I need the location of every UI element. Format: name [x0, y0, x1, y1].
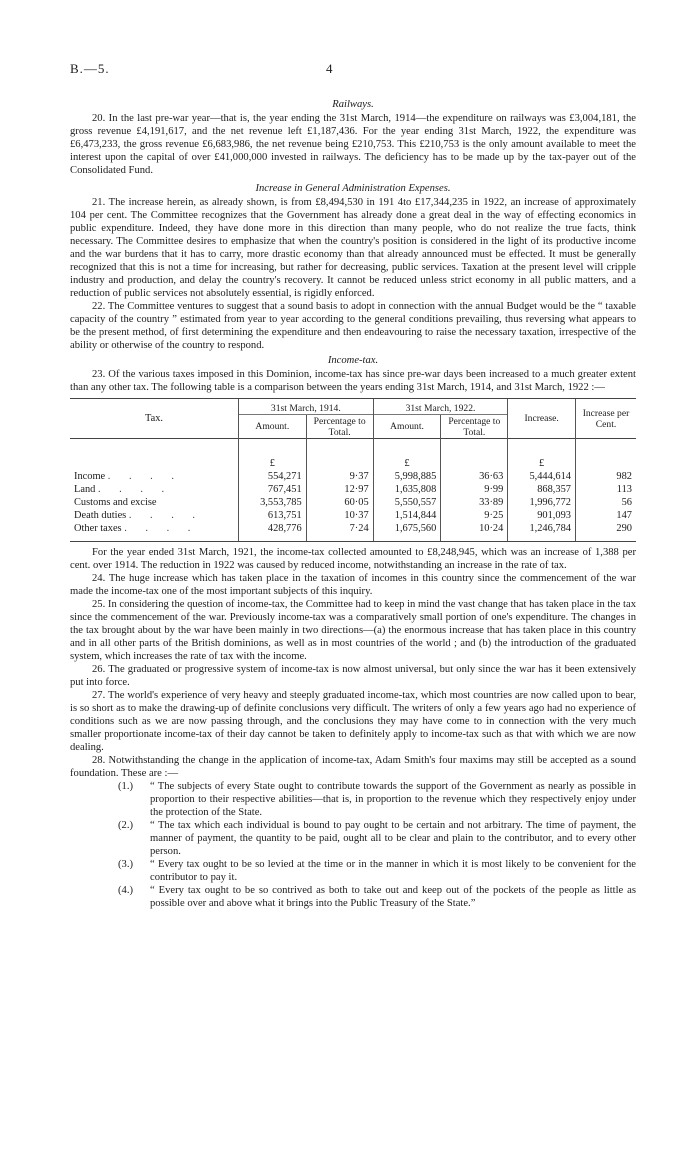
- paragraph-25: 25. In considering the question of income-tax, the Committee had to keep in mind the vast change that has taken place in the tax since the commencement of the war. Previously income-tax was a comparatively small portion of one's expenditure. The changes in the tax brought about by the war have been mainly in two directions—(a) the enormous increase that has taken place in this country and in all other parts of the British dominions, as well as in most countries of the world ; and (b) the introduction of the graduated system, which increases the rate of tax with the income.: [70, 599, 636, 662]
- maxim-marker: (3.): [118, 859, 134, 870]
- paragraph-28: 28. Notwithstanding the change in the application of income-tax, Adam Smith's four maxims may still be accepted as a sound foundation. These are :—: [70, 755, 636, 779]
- page-number: 4: [326, 61, 333, 76]
- table-row: [70, 470, 636, 483]
- cell-increase: 868,357: [508, 483, 576, 496]
- maxim-marker: (2.): [118, 820, 134, 831]
- cell-amount-1922: 5,550,557: [373, 496, 441, 509]
- cell-amount-1914: 767,451: [239, 483, 307, 496]
- paragraph-23: 23. Of the various taxes imposed in this Dominion, income-tax has since pre-war days been increased to a much greater extent than any other tax. The following table is a comparison between the years ending 31st March, 1914, and 31st March, 1922 :—: [70, 369, 636, 393]
- table-header-increase: Increase.: [508, 399, 576, 439]
- cell-amount-1922: 1,675,560: [373, 522, 441, 535]
- cell-increase: 1,246,784: [508, 522, 576, 535]
- paragraph-after-table: For the year ended 31st March, 1921, the income-tax collected amounted to £8,248,945, which was an increase of 1,388 per cent. over 1914. The reduction in 1922 was caused by reduced income, notwithstanding an increase in the rate of tax.: [70, 547, 636, 571]
- cell-increase-pct: 56: [576, 496, 637, 509]
- table-row: [70, 483, 636, 496]
- maxim-text: “ Every tax ought to be so contrived as both to take out and keep out of the pockets of the people as little as possible over and above what it brings into the Public Treasury of the State.”: [150, 885, 636, 909]
- paragraph-27: 27. The world's experience of very heavy and steeply graduated income-tax, which most countries are now called upon to bear, is so short as to make the drawing-up of definite conclusions very difficult. The writers of only a few years ago had no experience of conditions such as we are now passing through, and the conclusions they may have come to in connection with the very much smaller proportionate income-tax of their day cannot be taken to definitely apply to income-tax such as that with which we are now dealing.: [70, 690, 636, 753]
- leader-dots: . . . .: [124, 523, 199, 534]
- cell-increase: 901,093: [508, 509, 576, 522]
- table-header-increase-pct: Increase per Cent.: [576, 399, 637, 439]
- cell-amount-1922: 1,635,808: [373, 483, 441, 496]
- document-body: [70, 96, 636, 910]
- cell-amount-1914: 3,553,785: [239, 496, 307, 509]
- maxim-text: “ The subjects of every State ought to contribute towards the support of the Government as nearly as possible in proportion to their respective abilities—that is, in proportion to the revenue which they respectively enjoy under the protection of the State.: [150, 781, 636, 818]
- table-header-percentage-1914: Percentage to Total.: [306, 415, 373, 439]
- table-row: [70, 522, 636, 535]
- leader-dots: . . . .: [128, 510, 204, 521]
- list-item: [70, 858, 636, 884]
- table-header-percentage-1922: Percentage to Total.: [441, 415, 508, 439]
- cell-amount-1914: 428,776: [239, 522, 307, 535]
- paragraph-20: 20. In the last pre-war year—that is, the year ending the 31st March, 1914—the expenditure on railways was £3,004,181, the gross revenue £4,191,617, and the net revenue left £1,187,436. For the year ending 31st March, 1922, the expenditure was £6,473,233, the gross revenue £6,683,986, the net revenue being £210,753. This £210,753 is the only amount available to meet the interest upon the capital of over £41,000,000 invested in railways. The deficiency has to be made up by the tax-payer out of the Consolidated Fund.: [70, 113, 636, 176]
- cell-amount-1914: 613,751: [239, 509, 307, 522]
- table-header-1914: 31st March, 1914.: [239, 399, 374, 415]
- cell-increase-pct: 290: [576, 522, 637, 535]
- table-header-amount-1922: Amount.: [373, 415, 441, 439]
- table-header-1922: 31st March, 1922.: [373, 399, 508, 415]
- row-tax-name: Customs and excise: [74, 497, 157, 508]
- cell-percentage-1922: 33·89: [441, 496, 508, 509]
- cell-percentage-1922: 9·99: [441, 483, 508, 496]
- document-reference: B.—5.: [70, 61, 110, 76]
- cell-percentage-1914: 7·24: [306, 522, 373, 535]
- paragraph-22: 22. The Committee ventures to suggest that a sound basis to adopt in connection with the annual Budget would be the “ taxable capacity of the country ” estimated from year to year according to the general conditions prevailing, thus reversing what appears to be the present method, of first determining the expenditure and then endeavouring to raise the necessary taxation, irrespective of the ability or otherwise of the country to respond.: [70, 301, 636, 351]
- admin-expenses-heading: Increase in General Administration Expenses.: [255, 183, 451, 194]
- adam-smith-maxims: [70, 780, 636, 910]
- cell-percentage-1914: 9·37: [306, 470, 373, 483]
- row-tax-name: Other taxes: [74, 523, 122, 534]
- leader-dots: . . . .: [97, 484, 173, 495]
- cell-percentage-1922: 9·25: [441, 509, 508, 522]
- maxim-marker: (4.): [118, 885, 134, 896]
- cell-increase: 1,996,772: [508, 496, 576, 509]
- table-row: [70, 496, 636, 509]
- row-tax-name: Income: [74, 471, 106, 482]
- cell-percentage-1914: 10·37: [306, 509, 373, 522]
- cell-increase-pct: 982: [576, 470, 637, 483]
- table-header-tax: Tax.: [70, 399, 239, 439]
- cell-percentage-1922: 10·24: [441, 522, 508, 535]
- list-item: [70, 780, 636, 819]
- maxim-marker: (1.): [118, 781, 134, 792]
- row-tax-name: Land: [74, 484, 96, 495]
- cell-amount-1914: 554,271: [239, 470, 307, 483]
- income-tax-comparison-table: [70, 398, 636, 542]
- table-header-amount-1914: Amount.: [239, 415, 307, 439]
- currency-symbol: £: [239, 439, 307, 471]
- income-tax-heading: Income-tax.: [327, 355, 379, 366]
- row-tax-name: Death duties: [74, 510, 127, 521]
- cell-amount-1922: 5,998,885: [373, 470, 441, 483]
- cell-increase-pct: 147: [576, 509, 637, 522]
- maxim-text: “ The tax which each individual is bound to pay ought to be certain and not arbitrary. The time of payment, the manner of payment, the quantity to be paid, ought all to be clear and plain to the contributor, and to every other person.: [150, 820, 636, 857]
- paragraph-26: 26. The graduated or progressive system of income-tax is now almost universal, but only since the war has it been extensively put into force.: [70, 664, 636, 688]
- list-item: [70, 819, 636, 858]
- leader-dots: . . . .: [107, 471, 182, 482]
- currency-symbol: £: [373, 439, 441, 471]
- cell-percentage-1914: 12·97: [306, 483, 373, 496]
- list-item: [70, 884, 636, 910]
- cell-increase-pct: 113: [576, 483, 637, 496]
- currency-symbol: £: [508, 439, 576, 471]
- paragraph-24: 24. The huge increase which has taken place in the taxation of incomes in this country since the commencement of the war made the income-tax one of the most important subjects of this inquiry.: [70, 573, 636, 597]
- table-row: [70, 509, 636, 522]
- cell-increase: 5,444,614: [508, 470, 576, 483]
- paragraph-21: 21. The increase herein, as already shown, is from £8,494,530 in 191 4to £17,344,235 in 1922, an increase of approximately 104 per cent. The Committee recognizes that the Government has already done a great deal in the way of effecting economics in public expenditure. Indeed, they have done more in this direction than many people, who do not realize the true facts, think necessary. The Committee desires to emphasize that when the country's position is considered in the light of its productive income and the war burdens that it has to carry, more drastic economy than that already announced must be effected. It must be generally recognized that this is not a time for increasing, but rather for decreasing, public services. Taxation at the present level will cripple industry and production, and delay the country's recovery. It cannot be reduced unless strict economy in all public matters, and a reduction of public services not absolutely essential, is rigidly enforced.: [70, 197, 636, 299]
- page-header: [70, 62, 636, 78]
- cell-percentage-1922: 36·63: [441, 470, 508, 483]
- railways-heading: Railways.: [332, 99, 374, 110]
- cell-amount-1922: 1,514,844: [373, 509, 441, 522]
- maxim-text: “ Every tax ought to be so levied at the time or in the manner in which it is most likely to be convenient for the contributor to pay it.: [150, 859, 636, 883]
- cell-percentage-1914: 60·05: [306, 496, 373, 509]
